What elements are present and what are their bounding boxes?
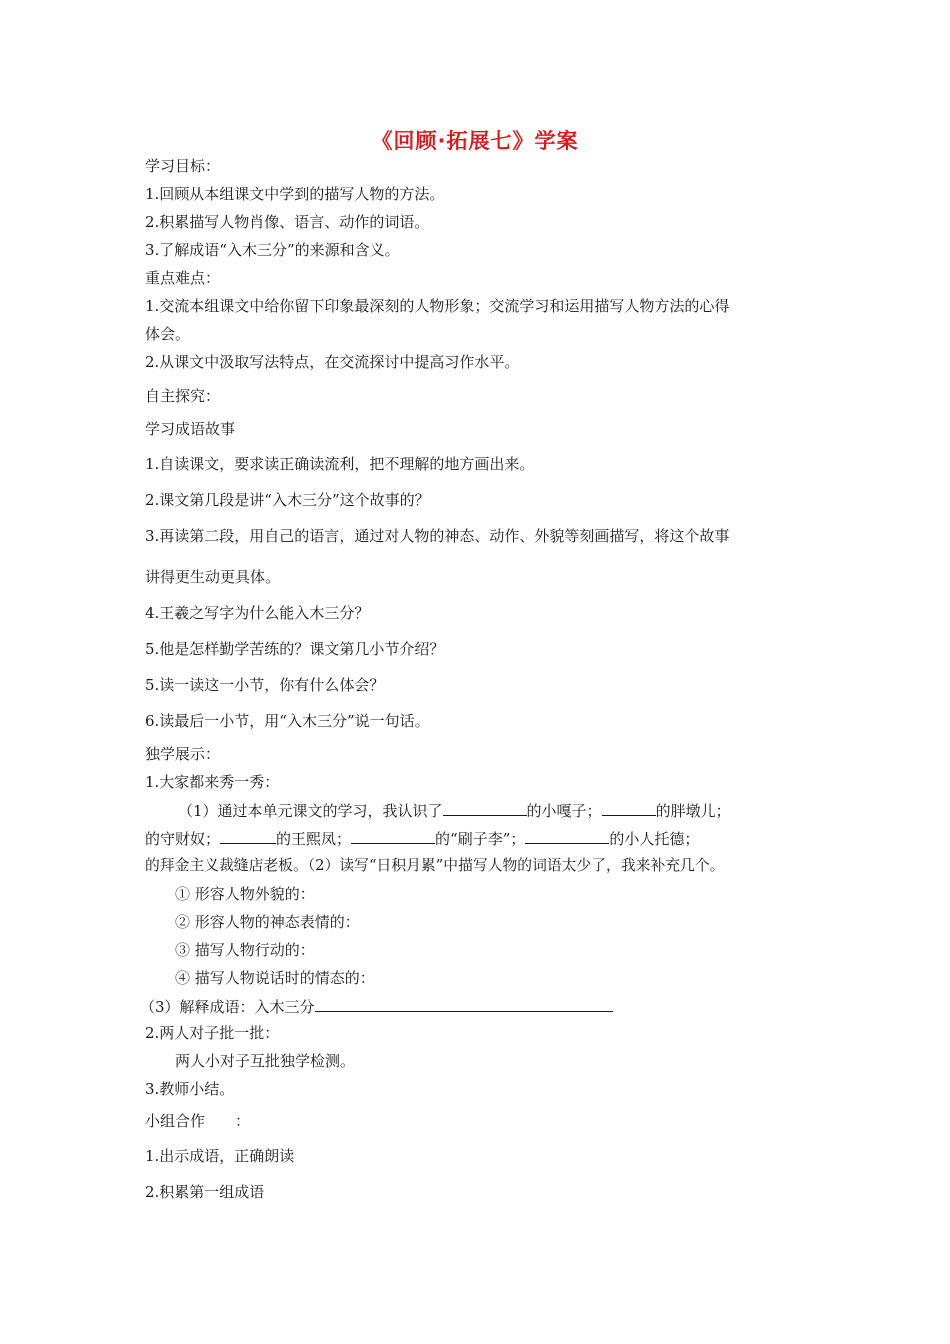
key-point: 2.从课文中汲取写法特点，在交流探讨中提高习作水平。 <box>145 353 520 371</box>
story-heading: 学习成语故事 <box>145 420 236 438</box>
fill-line-1 <box>178 801 731 820</box>
answer-blank[interactable] <box>602 801 656 816</box>
fill-text: （1）通过本单元课文的学习，我认识了 <box>178 802 443 820</box>
goal-item: 3.了解成语“入木三分”的来源和含义。 <box>145 241 400 259</box>
sub-item: ④ 描写人物说话时的情态的： <box>175 969 375 987</box>
sub-item: ② 形容人物的神态表情的： <box>175 913 360 931</box>
group-item: 2.积累第一组成语 <box>145 1183 265 1201</box>
fill-text: 的守财奴； <box>145 830 221 848</box>
story-item: 5.读一读这一小节，你有什么体会？ <box>145 676 385 694</box>
story-item: 5.他是怎样勤学苦练的？课文第几小节介绍？ <box>145 640 445 658</box>
story-item: 2.课文第几段是讲“入木三分”这个故事的？ <box>145 491 430 509</box>
story-item: 3.再读第二段，用自己的语言，通过对人物的神态、动作、外貌等刻画描写，将这个故事 <box>145 527 730 545</box>
summary: 3.教师小结。 <box>145 1080 235 1098</box>
group-item: 1.出示成语，正确朗读 <box>145 1147 295 1165</box>
sub-item: ③ 描写人物行动的： <box>175 941 315 959</box>
answer-blank[interactable] <box>443 801 527 816</box>
goal-item: 2.积累描写人物肖像、语言、动作的词语。 <box>145 213 430 231</box>
group-heading: 小组合作 ： <box>145 1112 251 1130</box>
pair-heading: 2.两人对子批一批： <box>145 1024 280 1042</box>
key-heading: 重点难点： <box>145 269 221 287</box>
key-point: 1.交流本组课文中给你留下印象最深刻的人物形象；交流学习和运用描写人物方法的心得 <box>145 297 730 315</box>
key-point-continuation: 体会。 <box>145 325 191 343</box>
answer-blank[interactable] <box>220 829 276 844</box>
story-item-continuation: 讲得更生动更具体。 <box>145 568 281 586</box>
story-item: 1.自读课文，要求读正确读流利，把不理解的地方画出来。 <box>145 455 535 473</box>
explain-text: （3）解释成语：入木三分 <box>140 998 315 1016</box>
pair-text: 两人小对子互批独学检测。 <box>175 1052 356 1070</box>
story-item: 4.王羲之写字为什么能入木三分？ <box>145 604 370 622</box>
fill-text: 的王熙凤； <box>276 830 352 848</box>
fill-line-3: 的拜金主义裁缝店老板。（2）读写“日积月累”中描写人物的词语太少了，我来补充几个。 <box>145 857 725 874</box>
fill-text: 的小人托德； <box>609 830 700 848</box>
document-title: 《回顾·拓展七》学案 <box>371 129 579 153</box>
explore-heading: 自主探究： <box>145 387 221 405</box>
explain-line <box>140 997 613 1016</box>
fill-text: 的小嘎子； <box>526 802 602 820</box>
goals-heading: 学习目标： <box>145 157 221 175</box>
answer-blank[interactable] <box>351 829 435 844</box>
answer-blank[interactable] <box>315 997 613 1012</box>
fill-text: 的“刷子李”； <box>435 830 526 848</box>
goal-item: 1.回顾从本组课文中学到的描写人物的方法。 <box>145 185 445 203</box>
answer-blank[interactable] <box>525 829 609 844</box>
fill-line-2 <box>145 829 699 848</box>
sub-item: ① 形容人物外貌的： <box>175 885 315 903</box>
fill-text: 的胖墩儿； <box>655 802 731 820</box>
show-heading: 独学展示： <box>145 745 221 763</box>
story-item: 6.读最后一小节，用“入木三分”说一句话。 <box>145 712 430 730</box>
show-item: 1.大家都来秀一秀： <box>145 773 280 791</box>
